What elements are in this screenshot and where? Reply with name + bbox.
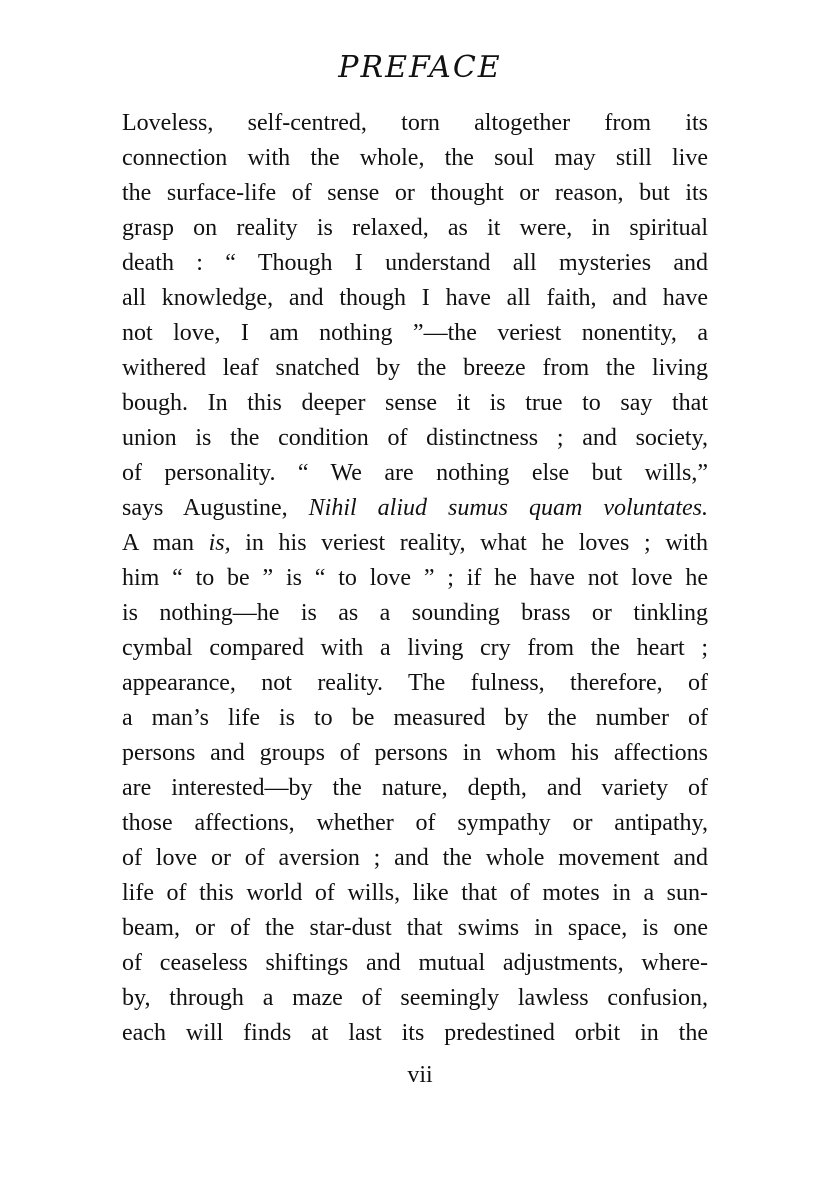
text-line: each will finds at last its predestined orbit in the: [122, 1020, 708, 1046]
text-segment: says Augustine,: [122, 495, 309, 521]
text-line: appearance, not reality. The fulness, therefore, of: [122, 670, 708, 696]
text-line-italic-word: [122, 526, 708, 561]
text-line: those affections, whether of sympathy or antipathy,: [122, 810, 708, 836]
text-line-italic-quote: [122, 491, 708, 526]
text-line: are interested—by the nature, depth, and variety of: [122, 775, 708, 801]
text-line: all knowledge, and though I have all faith, and have: [122, 285, 708, 311]
text-line: is nothing—he is as a sounding brass or tinkling: [122, 600, 708, 626]
text-line: life of this world of wills, like that of motes in a sun-: [122, 880, 708, 906]
text-line: him “ to be ” is “ to love ” ; if he have not love he: [122, 565, 708, 591]
text-line: connection with the whole, the soul may still live: [122, 145, 708, 171]
text-line: Loveless, self-centred, torn altogether from its: [122, 110, 708, 136]
text-line: cymbal compared with a living cry from the heart ;: [122, 635, 708, 661]
text-line: bough. In this deeper sense it is true to say that: [122, 390, 708, 416]
body-text: [122, 106, 708, 1051]
text-line: union is the condition of distinctness ; and society,: [122, 425, 708, 451]
text-line: the surface-life of sense or thought or reason, but its: [122, 180, 708, 206]
text-line: of personality. “ We are nothing else but wills,”: [122, 460, 708, 486]
text-line: withered leaf snatched by the breeze from the living: [122, 355, 708, 381]
text-line: not love, I am nothing ”—the veriest nonentity, a: [122, 320, 708, 346]
emphasized-word: is,: [208, 530, 231, 556]
text-line: by, through a maze of seemingly lawless confusion,: [122, 985, 708, 1011]
text-line: of ceaseless shiftings and mutual adjustments, where-: [122, 950, 708, 976]
text-line: a man’s life is to be measured by the number of: [122, 705, 708, 731]
text-segment: in his veriest reality, what he loves ; with: [230, 530, 708, 556]
page-number: vii: [407, 1062, 433, 1088]
text-segment: A man: [122, 530, 209, 556]
text-line: grasp on reality is relaxed, as it were, in spiritual: [122, 215, 708, 241]
text-line: death : “ Though I understand all mysteries and: [122, 250, 708, 276]
text-line: beam, or of the star-dust that swims in space, is one: [122, 915, 708, 941]
page-title: PREFACE: [338, 50, 502, 85]
text-line: of love or of aversion ; and the whole movement and: [122, 845, 708, 871]
latin-quotation: Nihil aliud sumus quam voluntates.: [308, 495, 708, 521]
text-line: persons and groups of persons in whom his affections: [122, 740, 708, 766]
